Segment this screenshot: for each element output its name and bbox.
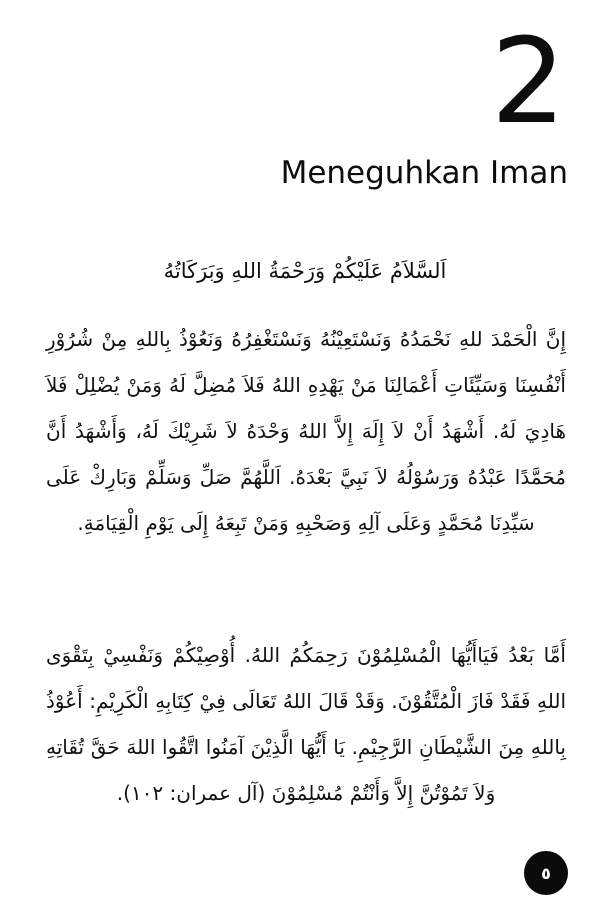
page-number: ٥ bbox=[541, 863, 551, 883]
taqwa-paragraph: أَمَّا بَعْدُ فَيَاأَيُّهَا الْمُسْلِمُوْنَ رَحِمَكُمُ اللهُ. أُوْصِيْكُمْ وَنَفْسِيْ بِتَقْوَى اللهِ فَقَدْ فَازَ الْمُتَّقُوْنَ. وَقَدْ قَالَ اللهُ تَعَالَى فِيْ كِتَابِهِ الْكَرِيْمِ: أَعُوْذُ بِاللهِ مِنَ الشَّيْطَانِ الرَّجِيْمِ. يَا أَيُّهَا الَّذِيْنَ آمَنُوا اتَّقُوا اللهَ حَقَّ تُقَاتِهِ وَلاَ تَمُوْتُنَّ إِلاَّ وَأَنْتُمْ مُسْلِمُوْنَ (آل عمران: ١٠٢). bbox=[46, 643, 566, 805]
opening-paragraph: إِنَّ الْحَمْدَ للهِ نَحْمَدُهُ وَنَسْتَعِيْنُهُ وَنَسْتَغْفِرُهُ وَنَعُوْذُ بِاللهِ مِنْ شُرُوْرِ أَنْفُسِنَا وَسَيِّئَاتِ أَعْمَالِنَا مَنْ يَهْدِهِ اللهُ فَلاَ مُضِلَّ لَهُ وَمَنْ يُضْلِلْ فَلاَ هَادِيَ لَهُ. أَشْهَدُ أَنْ لاَ إِلَهَ إِلاَّ اللهُ وَحْدَهُ لاَ شَرِيْكَ لَهُ، وَأَشْهَدُ أَنَّ مُحَمَّدًا عَبْدُهُ وَرَسُوْلُهُ لاَ نَبِيَّ بَعْدَهُ. اَللَّهُمَّ صَلِّ وَسَلِّمْ وَبَارِكْ عَلَى سَيِّدِنَا مُحَمَّدٍ وَعَلَى آلِهِ وَصَحْبِهِ وَمَنْ تَبِعَهُ إِلَى يَوْمِ الْقِيَامَةِ. bbox=[46, 327, 566, 535]
chapter-title: Meneguhkan Iman bbox=[280, 155, 568, 191]
chapter-number: 2 bbox=[490, 12, 564, 150]
page-number-badge bbox=[524, 851, 568, 895]
salam-greeting: اَلسَّلاَمُ عَلَيْكُمْ وَرَحْمَةُ اللهِ وَبَرَكَاتُهُ bbox=[163, 259, 447, 283]
